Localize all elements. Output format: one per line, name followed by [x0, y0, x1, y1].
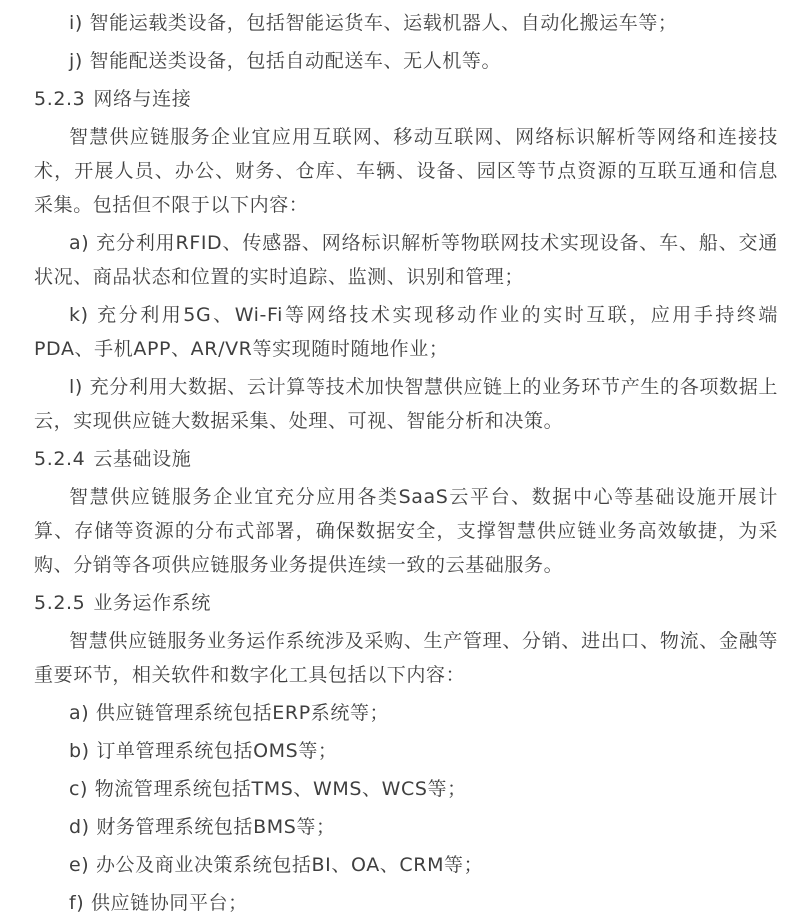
- paragraph: 智慧供应链服务企业宜充分应用各类SaaS云平台、数据中心等基础设施开展计算、存储等资源的分布式部署，确保数据安全，支撑智慧供应链业务高效敏捷，为采购、分销等各项供应链服务业务提供连续一致的云基础服务。: [34, 486, 778, 576]
- section-number: 5.2.3: [34, 88, 86, 110]
- list-item: a) 供应链管理系统包括ERP系统等；: [69, 702, 390, 724]
- list-item: i) 智能运载类设备，包括智能运货车、运载机器人、自动化搬运车等；: [69, 12, 678, 34]
- list-item: k) 充分利用5G、Wi-Fi等网络技术实现移动作业的实时互联，应用手持终端PDA、手机APP、AR/VR等实现随时随地作业；: [34, 304, 778, 360]
- document-body: [34, 6, 778, 920]
- section-number: 5.2.5: [34, 592, 86, 614]
- list-item: a) 充分利用RFID、传感器、网络标识解析等物联网技术实现设备、车、船、交通状况、商品状态和位置的实时追踪、监测、识别和管理；: [34, 232, 778, 288]
- list-item: c) 物流管理系统包括TMS、WMS、WCS等；: [69, 778, 467, 800]
- list-item: e) 办公及商业决策系统包括BI、OA、CRM等；: [69, 854, 484, 876]
- section-number: 5.2.4: [34, 448, 86, 470]
- list-item: d) 财务管理系统包括BMS等；: [69, 816, 336, 838]
- list-item: b) 订单管理系统包括OMS等；: [69, 740, 338, 762]
- paragraph: 智慧供应链服务业务运作系统涉及采购、生产管理、分销、进出口、物流、金融等重要环节，相关软件和数字化工具包括以下内容：: [34, 630, 778, 686]
- section-heading-5-2-3: [34, 82, 778, 116]
- section-title: 业务运作系统: [93, 592, 211, 614]
- section-heading-5-2-4: [34, 442, 778, 476]
- list-item: j) 智能配送类设备，包括自动配送车、无人机等。: [69, 50, 502, 72]
- list-item: l) 充分利用大数据、云计算等技术加快智慧供应链上的业务环节产生的各项数据上云，实现供应链大数据采集、处理、可视、智能分析和决策。: [34, 376, 778, 432]
- section-heading-5-2-5: [34, 586, 778, 620]
- list-item: f) 供应链协同平台；: [69, 892, 248, 914]
- paragraph: 智慧供应链服务企业宜应用互联网、移动互联网、网络标识解析等网络和连接技术，开展人员、办公、财务、仓库、车辆、设备、园区等节点资源的互联互通和信息采集。包括但不限于以下内容：: [34, 126, 778, 216]
- section-title: 云基础设施: [93, 448, 192, 470]
- section-title: 网络与连接: [93, 88, 192, 110]
